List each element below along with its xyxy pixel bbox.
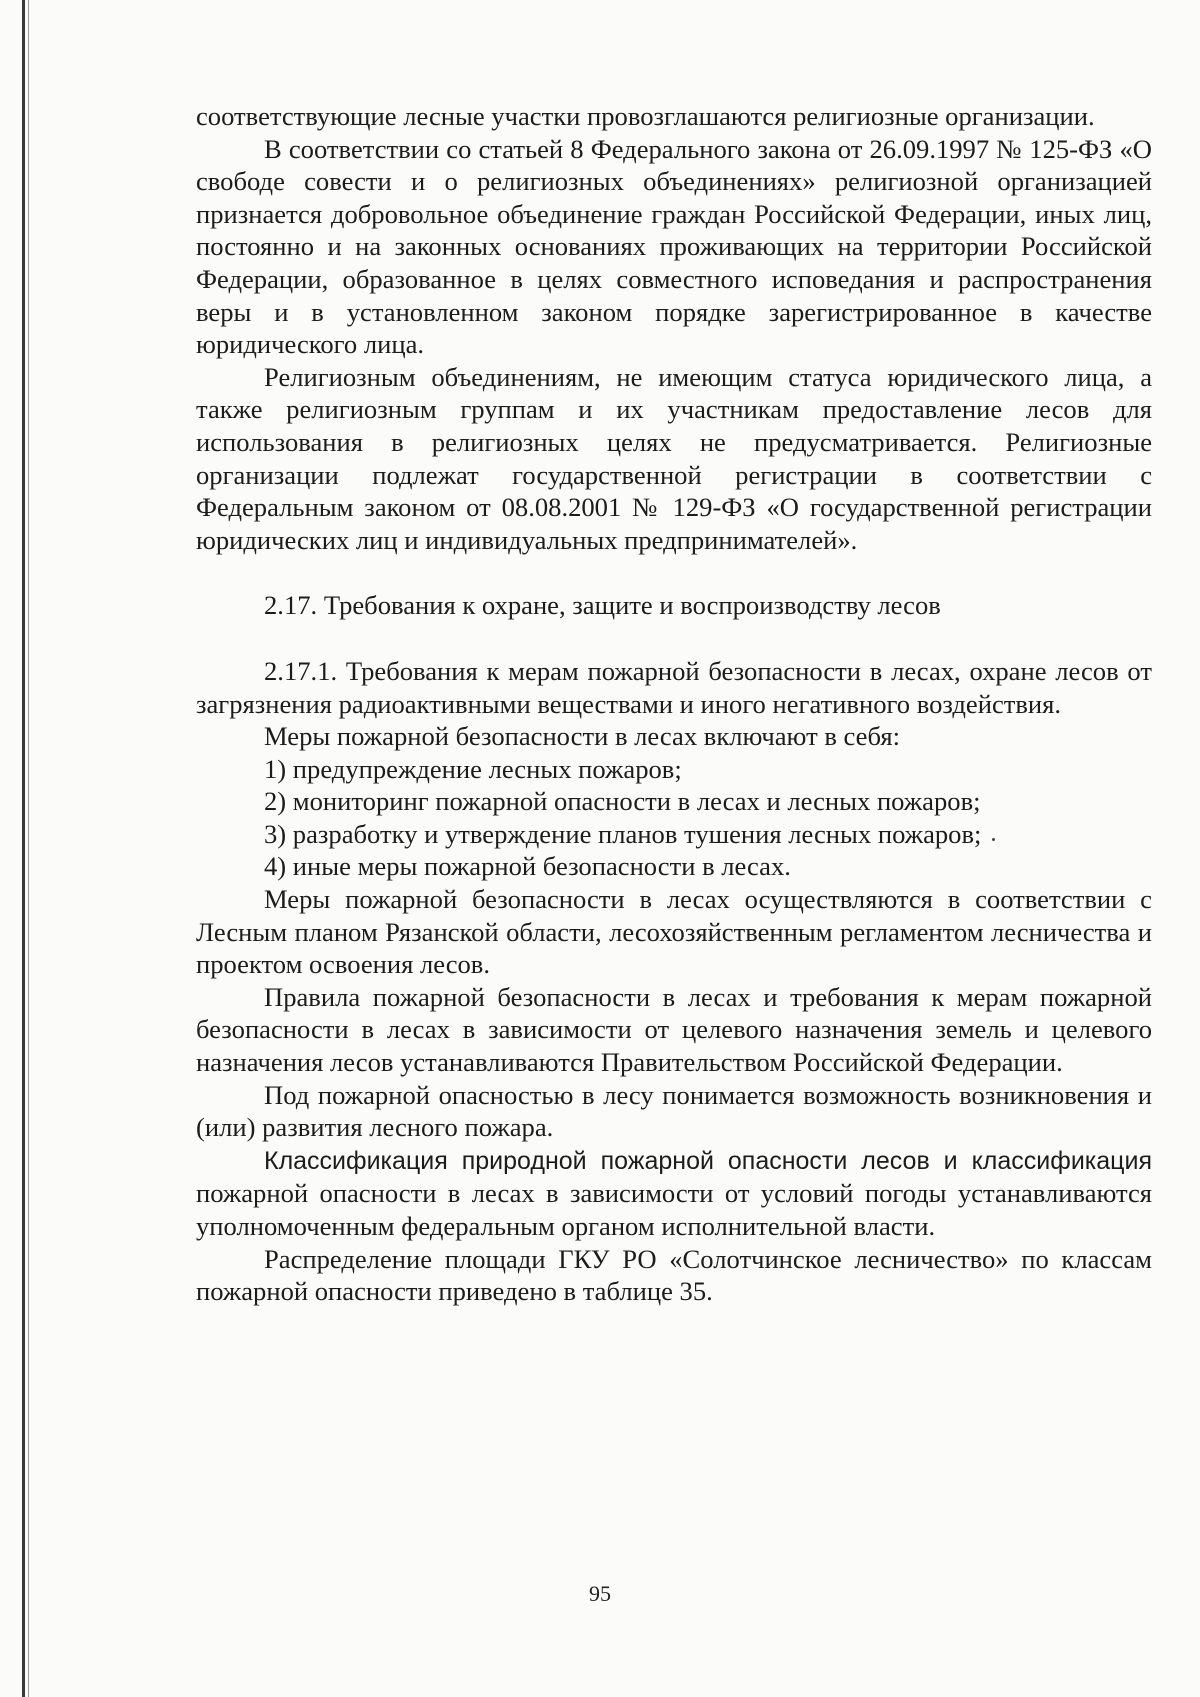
scan-edge-line-secondary [28, 0, 29, 1697]
scan-speck [992, 838, 995, 841]
paragraph-area-distribution: Распределение площади ГКУ РО «Солотчинское лесничество» по классам пожарной опасности приведено в таблице 35. [196, 1243, 1152, 1307]
measures-intro: Меры пожарной безопасности в лесах включают в себя: [264, 721, 900, 752]
list-item: 4) иные меры пожарной безопасности в лесах. [264, 851, 791, 882]
list-item: 3) разработку и утверждение планов тушения лесных пожаров; [264, 818, 982, 849]
paragraph-classification [196, 1144, 1152, 1243]
section-heading: 2.17. Требования к охране, защите и воспроизводству лесов [264, 590, 941, 621]
document-body [196, 100, 1152, 1308]
list-item: 1) предупреждение лесных пожаров; [264, 753, 682, 784]
classification-rest-text: пожарной опасности в лесах в зависимости от условий погоды устанавливаются уполномоченным федеральным органом исполнительной власти. [196, 1178, 1152, 1241]
paragraph-religious-organizations: соответствующие лесные участки провозглашаются религиозные организации. [196, 101, 1095, 131]
paragraph-federal-law-125: В соответствии со статьей 8 Федерального закона от 26.09.1997 № 125-ФЗ «О свободе совести и о религиозных объединениях» религиозной организацией признается добровольное объединение граждан Российской Федерации, иных лиц, постоянно и на законных основаниях проживающих на территории Российской Федерации, образованное в целях совместного исповедания и распространения веры и в установленном законом порядке зарегистрированное в качестве юридического лица. [196, 133, 1152, 360]
scan-edge-line [22, 0, 25, 1697]
page-number: 95 [589, 1581, 611, 1606]
paragraph-fire-rules: Правила пожарной безопасности в лесах и требования к мерам пожарной безопасности в лесах в зависимости от целевого назначения земель и целевого назначения лесов устанавливаются Правительством Российской Федерации. [196, 981, 1152, 1078]
paragraph-fire-danger-definition: Под пожарной опасностью в лесу понимается возможность возникновения и (или) развития лесного пожара. [196, 1079, 1152, 1143]
paragraph-forest-plan: Меры пожарной безопасности в лесах осуществляются в соответствии с Лесным планом Рязанской области, лесохозяйственным регламентом лесничества и проектом освоения лесов. [196, 884, 1152, 980]
classification-lead-text: Классификация природной пожарной опасности лесов и классификация [264, 1146, 1152, 1175]
paragraph-religious-associations: Религиозным объединениям, не имеющим статуса юридического лица, а также религиозным группам и их участникам предоставление лесов для использования в религиозных целях не предусматривается. Религиозные организации подлежат государственной регистрации в соответствии с Федеральным законом от 08.08.2001 № 129-ФЗ «О государственной регистрации юридических лиц и индивидуальных предпринимателей». [196, 361, 1152, 555]
list-item: 2) мониторинг пожарной опасности в лесах и лесных пожаров; [264, 786, 981, 817]
subsection-heading: 2.17.1. Требования к мерам пожарной безопасности в лесах, охране лесов от загрязнения радиоактивными веществами и иного негативного воздействия. [196, 655, 1152, 719]
